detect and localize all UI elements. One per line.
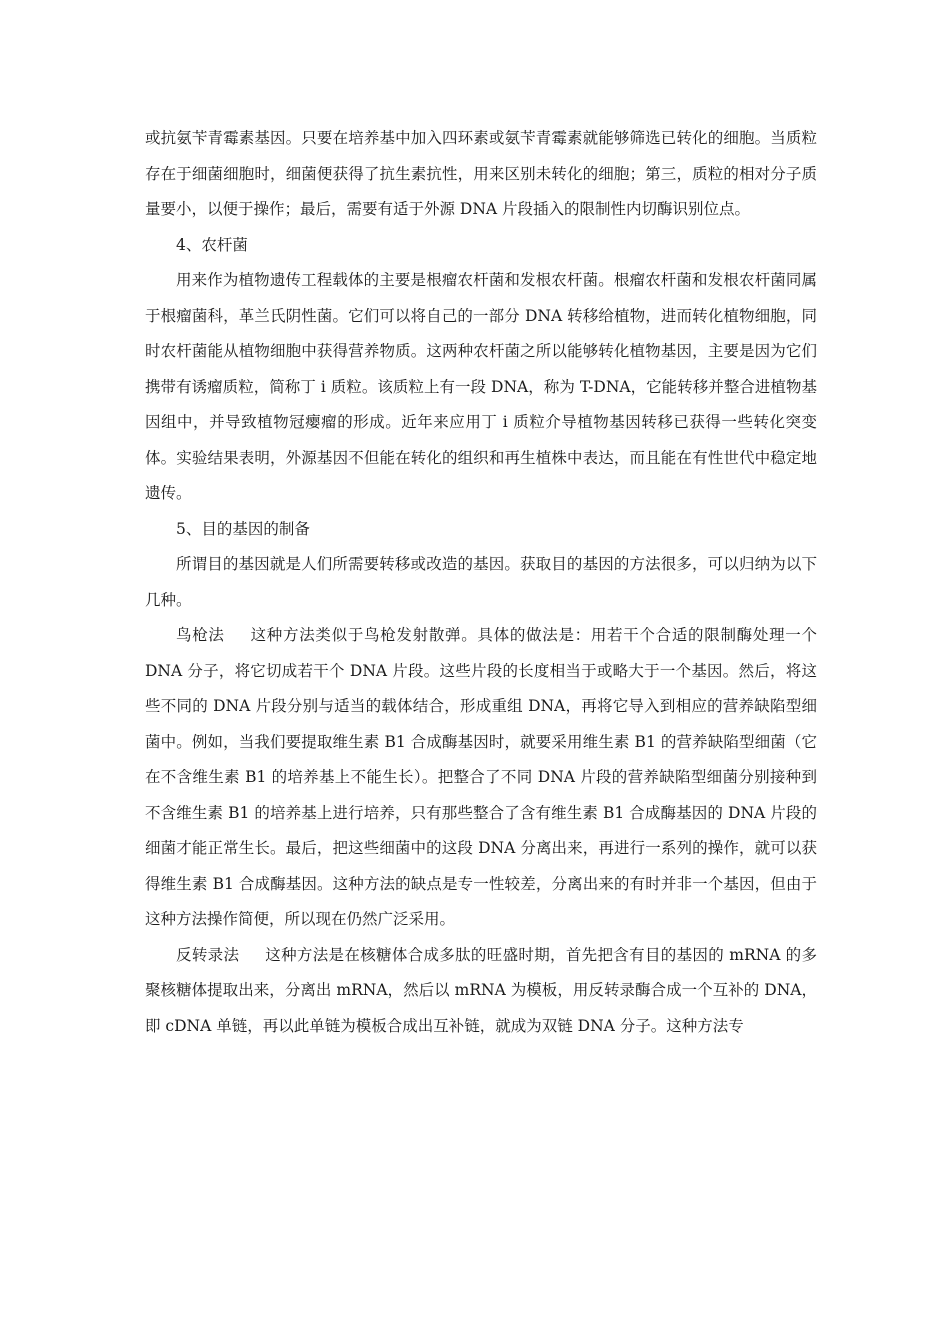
- paragraph-target-gene-intro: 所谓目的基因就是人们所需要转移或改造的基因。获取目的基因的方法很多，可以归纳为以下几种。: [145, 555, 817, 609]
- method-text-shotgun: 这种方法类似于鸟枪发射散弹。具体的做法是：用若干个合适的限制酶处理一个 DNA 分子，将它切成若干个 DNA 片段。这些片段的长度相当于或略大于一个基因。然后，将这些不同的 DNA 片段分别与适当的载体结合，形成重组 DNA，再将它导入到相应的营养缺陷型细菌中。例如，当我们要提取维生素 B1 合成酶基因时，就要采用维生素 B1 的营养缺陷型细菌（它在不含维生素 B1 的培养基上不能生长）。把整合了不同 DNA 片段的营养缺陷型细菌分别接种到不含维生素 B1 的培养基上进行培养，只有那些整合了含有维生素 B1 合成酶基因的 DNA 片段的细菌才能正常生长。最后，把这些细菌中的这段 DNA 分离出来，再进行一系列的操作，就可以获得维生素 B1 合成酶基因。这种方法的缺点是专一性较差，分离出来的有时并非一个基因，但由于这种方法操作简便，所以现在仍然广泛采用。: [145, 626, 817, 928]
- paragraph-reverse-transcription-method: [145, 938, 817, 1045]
- section-heading-agrobacterium: 4、农杆菌: [176, 235, 248, 254]
- method-name-shotgun: 鸟枪法: [176, 626, 225, 644]
- section-heading-target-gene: 5、目的基因的制备: [176, 519, 310, 538]
- document-body: [145, 121, 817, 1044]
- method-name-reverse-transcription: 反转录法: [176, 945, 240, 964]
- method-text-reverse-transcription: 这种方法是在核糖体合成多肽的旺盛时期，首先把含有目的基因的 mRNA 的多聚核糖体提取出来，分离出 mRNA，然后以 mRNA 为模板，用反转录酶合成一个互补的 DNA，即 cDNA 单链，再以此单链为模板合成出互补链，就成为双链 DNA 分子。这种方法专: [145, 945, 817, 1035]
- paragraph-agrobacterium: 用来作为植物遗传工程载体的主要是根瘤农杆菌和发根农杆菌。根瘤农杆菌和发根农杆菌同属于根瘤菌科，革兰氏阴性菌。它们可以将自己的一部分 DNA 转移给植物，进而转化植物细胞，同时农杆菌能从植物细胞中获得营养物质。这两种农杆菌之所以能够转化植物基因，主要是因为它们携带有诱瘤质粒，简称丁 i 质粒。该质粒上有一段 DNA，称为 T-DNA，它能转移并整合进植物基因组中，并导致植物冠瘿瘤的形成。近年来应用丁 i 质粒介导植物基因转移已获得一些转化突变体。实验结果表明，外源基因不但能在转化的组织和再生植株中表达，而且能在有性世代中稳定地遗传。: [145, 271, 817, 502]
- paragraph-shotgun-method: [145, 618, 817, 938]
- paragraph-vector-requirements: 或抗氨苄青霉素基因。只要在培养基中加入四环素或氨苄青霉素就能够筛选已转化的细胞。当质粒存在于细菌细胞时，细菌便获得了抗生素抗性，用来区别未转化的细胞；第三，质粒的相对分子质量要小，以便于操作；最后，需要有适于外源 DNA 片段插入的限制性内切酶识别位点。: [145, 129, 817, 218]
